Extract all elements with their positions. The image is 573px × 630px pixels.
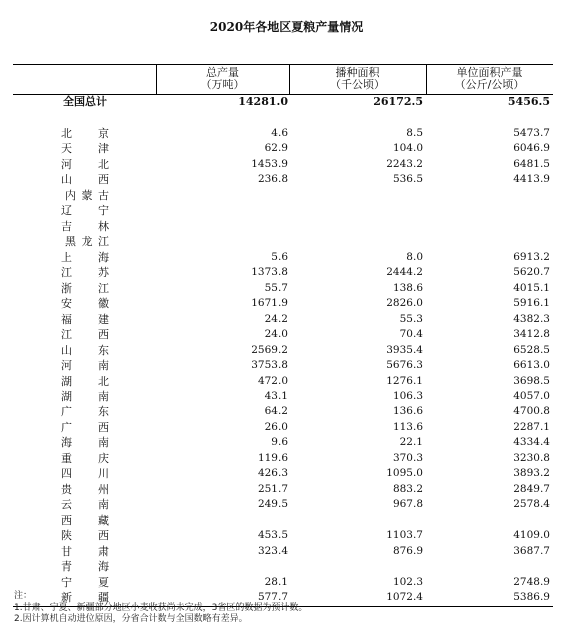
table-row <box>13 513 553 528</box>
cell-area: 967.8 <box>392 498 423 511</box>
table-row <box>13 559 553 574</box>
table-row <box>13 203 553 218</box>
region-name: 广 西 <box>61 420 109 434</box>
cell-area: 136.6 <box>392 405 423 418</box>
table-row <box>13 312 553 327</box>
region-name: 浙 江 <box>61 281 109 295</box>
cell-yield: 3687.7 <box>513 544 550 557</box>
cell-yield: 4382.3 <box>513 312 550 325</box>
cell-output: 5.6 <box>271 250 288 263</box>
cell-output: 28.1 <box>264 575 288 588</box>
table-row <box>13 219 553 234</box>
cell-yield: 3698.5 <box>513 374 550 387</box>
region-name: 青 海 <box>61 560 109 574</box>
table-row <box>13 327 553 342</box>
cell-yield: 6046.9 <box>513 142 550 155</box>
cell-area: 22.1 <box>399 436 423 449</box>
cell-area: 1103.7 <box>386 529 423 542</box>
cell-output: 426.3 <box>257 467 288 480</box>
cell-yield: 4413.9 <box>513 173 550 186</box>
region-name: 甘 肃 <box>61 544 109 558</box>
region-name: 海 南 <box>61 436 109 450</box>
cell-yield: 5916.1 <box>513 297 550 310</box>
cell-output: 64.2 <box>264 405 288 418</box>
region-name: 山 东 <box>61 343 109 357</box>
table-row <box>13 126 553 141</box>
cell-output: 1671.9 <box>251 297 288 310</box>
table-row <box>13 234 553 249</box>
cell-yield: 4015.1 <box>513 281 550 294</box>
cell-area: 106.3 <box>392 389 423 402</box>
total-output: 14281.0 <box>238 95 288 108</box>
cell-area: 1095.0 <box>386 467 423 480</box>
table-row <box>13 141 553 156</box>
cell-yield: 4334.4 <box>513 436 550 449</box>
cell-output: 453.5 <box>257 529 288 542</box>
cell-area: 2826.0 <box>386 297 423 310</box>
cell-output: 3753.8 <box>251 359 288 372</box>
region-rows <box>13 126 553 606</box>
region-name: 北 京 <box>61 127 109 140</box>
table-row <box>13 575 553 590</box>
footnotes <box>14 591 554 626</box>
cell-area: 370.3 <box>392 451 423 464</box>
cell-output: 1453.9 <box>251 157 288 170</box>
region-name: 江 苏 <box>61 266 109 280</box>
region-name: 陕 西 <box>61 529 109 543</box>
cell-area: 113.6 <box>392 420 423 433</box>
table-top-rule <box>13 64 553 65</box>
table-row <box>13 250 553 265</box>
cell-area: 2243.2 <box>386 157 423 170</box>
cell-yield: 5473.7 <box>513 127 550 139</box>
table-row <box>13 528 553 543</box>
region-name: 吉 林 <box>61 219 109 233</box>
cell-output: 9.6 <box>271 436 288 449</box>
cell-yield: 3412.8 <box>513 328 550 341</box>
table-row <box>13 265 553 280</box>
note-heading: 注： <box>14 591 33 601</box>
table-row <box>13 343 553 358</box>
table-row <box>13 188 553 203</box>
table-row <box>13 374 553 389</box>
region-name: 山 西 <box>61 173 109 187</box>
cell-output: 26.0 <box>264 420 288 433</box>
region-name: 四 川 <box>61 467 109 481</box>
region-name: 湖 北 <box>61 374 109 388</box>
header-area: 播种面积 （千公顷） <box>330 66 385 91</box>
region-name: 西 藏 <box>61 513 109 527</box>
region-name: 宁 夏 <box>61 575 109 589</box>
cell-yield: 6481.5 <box>513 157 550 170</box>
region-name: 天 津 <box>61 142 109 156</box>
cell-yield: 6913.2 <box>513 250 550 263</box>
cell-area: 102.3 <box>392 575 423 588</box>
cell-area: 883.2 <box>392 482 423 495</box>
table-row <box>13 296 553 311</box>
cell-output: 236.8 <box>257 173 288 186</box>
cell-yield: 4700.8 <box>513 405 550 418</box>
cell-yield: 6613.0 <box>513 359 550 372</box>
cell-area: 876.9 <box>392 544 423 557</box>
cell-area: 55.3 <box>399 312 423 325</box>
cell-output: 4.6 <box>271 127 288 139</box>
cell-area: 8.0 <box>406 250 423 263</box>
total-yield: 5456.5 <box>507 95 550 108</box>
cell-area: 3935.4 <box>386 343 423 356</box>
cell-yield: 5386.9 <box>513 591 550 604</box>
total-label: 全国总计 <box>63 95 107 108</box>
region-name: 重 庆 <box>61 451 109 465</box>
region-name: 福 建 <box>61 312 109 326</box>
region-name: 湖 南 <box>61 389 109 403</box>
region-name: 上 海 <box>61 250 109 264</box>
table-row <box>13 435 553 450</box>
cell-area: 1072.4 <box>386 591 423 604</box>
cell-area: 5676.3 <box>386 359 423 372</box>
region-name: 河 北 <box>61 157 109 171</box>
cell-output: 249.5 <box>257 498 288 511</box>
cell-yield: 3230.8 <box>513 451 550 464</box>
table-row <box>13 420 553 435</box>
table-row <box>13 482 553 497</box>
table-row <box>13 389 553 404</box>
cell-output: 119.6 <box>257 451 288 464</box>
total-area: 26172.5 <box>373 95 423 108</box>
cell-output: 24.2 <box>264 312 288 325</box>
region-name: 河 南 <box>61 359 109 373</box>
cell-yield: 2748.9 <box>513 575 550 588</box>
cell-output: 577.7 <box>257 591 288 604</box>
region-name: 新 疆 <box>61 591 109 605</box>
table-row <box>13 544 553 559</box>
table-row <box>13 451 553 466</box>
cell-yield: 4109.0 <box>513 529 550 542</box>
cell-area: 2444.2 <box>386 266 423 279</box>
table-row <box>13 404 553 419</box>
cell-yield: 2578.4 <box>513 498 550 511</box>
header-yield: 单位面积产量 （公斤/公顷） <box>454 66 525 91</box>
table-row <box>13 497 553 512</box>
region-name: 安 徽 <box>61 297 109 311</box>
cell-area: 8.5 <box>406 127 423 139</box>
region-name: 辽 宁 <box>61 204 109 218</box>
cell-output: 1373.8 <box>251 266 288 279</box>
note-2: 2.因计算机自动进位原因，分省合计数与全国数略有差异。 <box>14 614 248 624</box>
cell-area: 138.6 <box>392 281 423 294</box>
region-name: 贵 州 <box>61 482 109 496</box>
cell-area: 70.4 <box>399 328 423 341</box>
cell-area: 1276.1 <box>386 374 423 387</box>
region-name: 内 蒙 古 <box>65 188 109 202</box>
cell-output: 55.7 <box>264 281 288 294</box>
table-row <box>13 281 553 296</box>
table-row <box>13 466 553 481</box>
cell-output: 43.1 <box>264 389 288 402</box>
region-name: 江 西 <box>61 328 109 342</box>
region-name: 广 东 <box>61 405 109 419</box>
cell-area: 104.0 <box>392 142 423 155</box>
cell-yield: 2849.7 <box>513 482 550 495</box>
region-name: 黑 龙 江 <box>65 235 109 249</box>
cell-yield: 4057.0 <box>513 389 550 402</box>
table-row <box>13 157 553 172</box>
cell-output: 251.7 <box>257 482 288 495</box>
table-row <box>13 172 553 187</box>
cell-yield: 5620.7 <box>513 266 550 279</box>
total-row <box>13 95 553 109</box>
header-output: 总产量 （万吨） <box>200 66 245 91</box>
cell-output: 62.9 <box>264 142 288 155</box>
note-1: 1.甘肃、宁夏、新疆部分地区小麦收获尚未完成，3省区的数据为预计数。 <box>14 602 308 613</box>
page-title: 2020年各地区夏粮产量情况 <box>209 20 364 34</box>
region-name: 云 南 <box>61 498 109 512</box>
cell-output: 323.4 <box>257 544 288 557</box>
cell-yield: 6528.5 <box>513 343 550 356</box>
cell-output: 24.0 <box>264 328 288 341</box>
cell-area: 536.5 <box>392 173 423 186</box>
cell-output: 472.0 <box>257 374 288 387</box>
table-row <box>13 358 553 373</box>
cell-output: 2569.2 <box>251 343 288 356</box>
cell-yield: 2287.1 <box>513 420 550 433</box>
cell-yield: 3893.2 <box>513 467 550 480</box>
